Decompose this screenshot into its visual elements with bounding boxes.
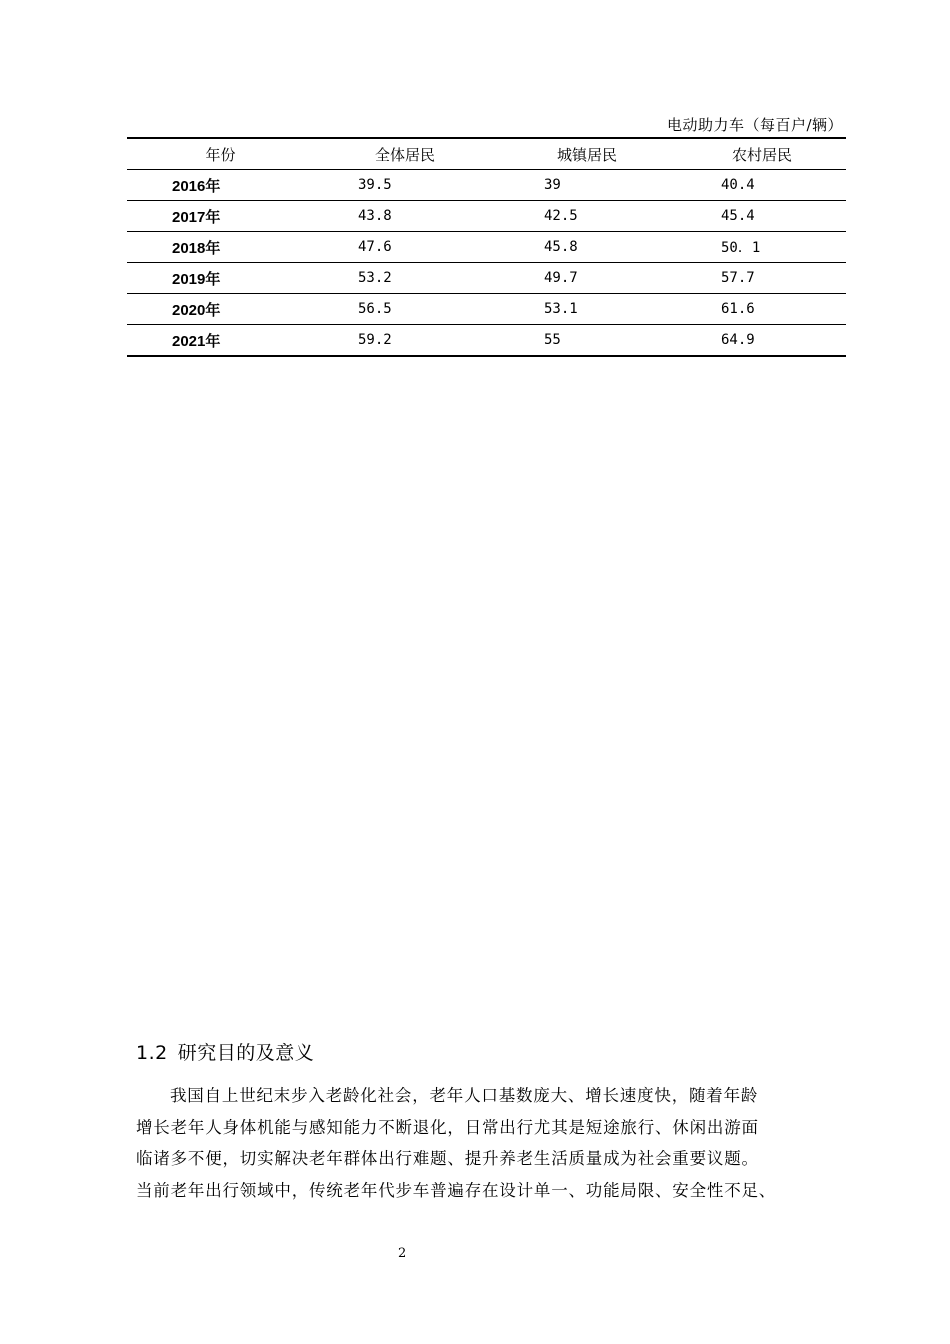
page-number: 2 [398,1246,407,1261]
cell-rural: 40.4 [678,170,846,201]
paragraph-line: 增长老年人身体机能与感知能力不断退化，日常出行尤其是短途旅行、休闲出游面 [136,1117,759,1137]
table-row [127,294,846,325]
section-number: 1.2 [136,1042,168,1064]
header-year: 年份 [127,138,314,170]
section-heading [136,1038,314,1065]
ebike-ownership-table [127,137,846,357]
cell-all: 47.6 [314,232,496,263]
cell-urban: 39 [496,170,678,201]
cell-year: 2016年 [127,170,314,201]
table-row [127,263,846,294]
cell-rural: 45.4 [678,201,846,232]
table-header-row [127,138,846,170]
section-title: 研究目的及意义 [177,1042,315,1064]
cell-all: 39.5 [314,170,496,201]
paragraph-line: 临诸多不便，切实解决老年群体出行难题、提升养老生活质量成为社会重要议题。 [136,1149,759,1168]
cell-year: 2019年 [127,263,314,294]
table-row [127,325,846,357]
cell-urban: 49.7 [496,263,678,294]
section-paragraph [136,1080,848,1206]
cell-rural: 57.7 [678,263,846,294]
cell-urban: 53.1 [496,294,678,325]
cell-rural: 61.6 [678,294,846,325]
header-all-residents: 全体居民 [314,138,496,170]
cell-urban: 45.8 [496,232,678,263]
cell-year: 2018年 [127,232,314,263]
table-row [127,232,846,263]
cell-all: 56.5 [314,294,496,325]
table-row [127,201,846,232]
cell-rural: 50．1 [678,232,846,263]
cell-urban: 42.5 [496,201,678,232]
table-unit-caption: 电动助力车（每百户/辆） [666,116,843,134]
cell-year: 2020年 [127,294,314,325]
cell-year: 2021年 [172,332,221,350]
cell-urban: 55 [544,332,561,348]
header-urban-residents: 城镇居民 [496,138,678,170]
cell-all: 53.2 [314,263,496,294]
cell-rural: 64.9 [721,332,755,348]
cell-all: 59.2 [358,332,392,348]
cell-year: 2017年 [127,201,314,232]
paragraph-line: 当前老年出行领域中，传统老年代步车普遍存在设计单一、功能局限、安全性不足、 [136,1180,777,1200]
header-rural-residents: 农村居民 [678,138,846,170]
paragraph-line: 我国自上世纪末步入老龄化社会，老年人口基数庞大、增长速度快，随着年龄 [170,1086,759,1105]
cell-all: 43.8 [314,201,496,232]
table-row [127,170,846,201]
